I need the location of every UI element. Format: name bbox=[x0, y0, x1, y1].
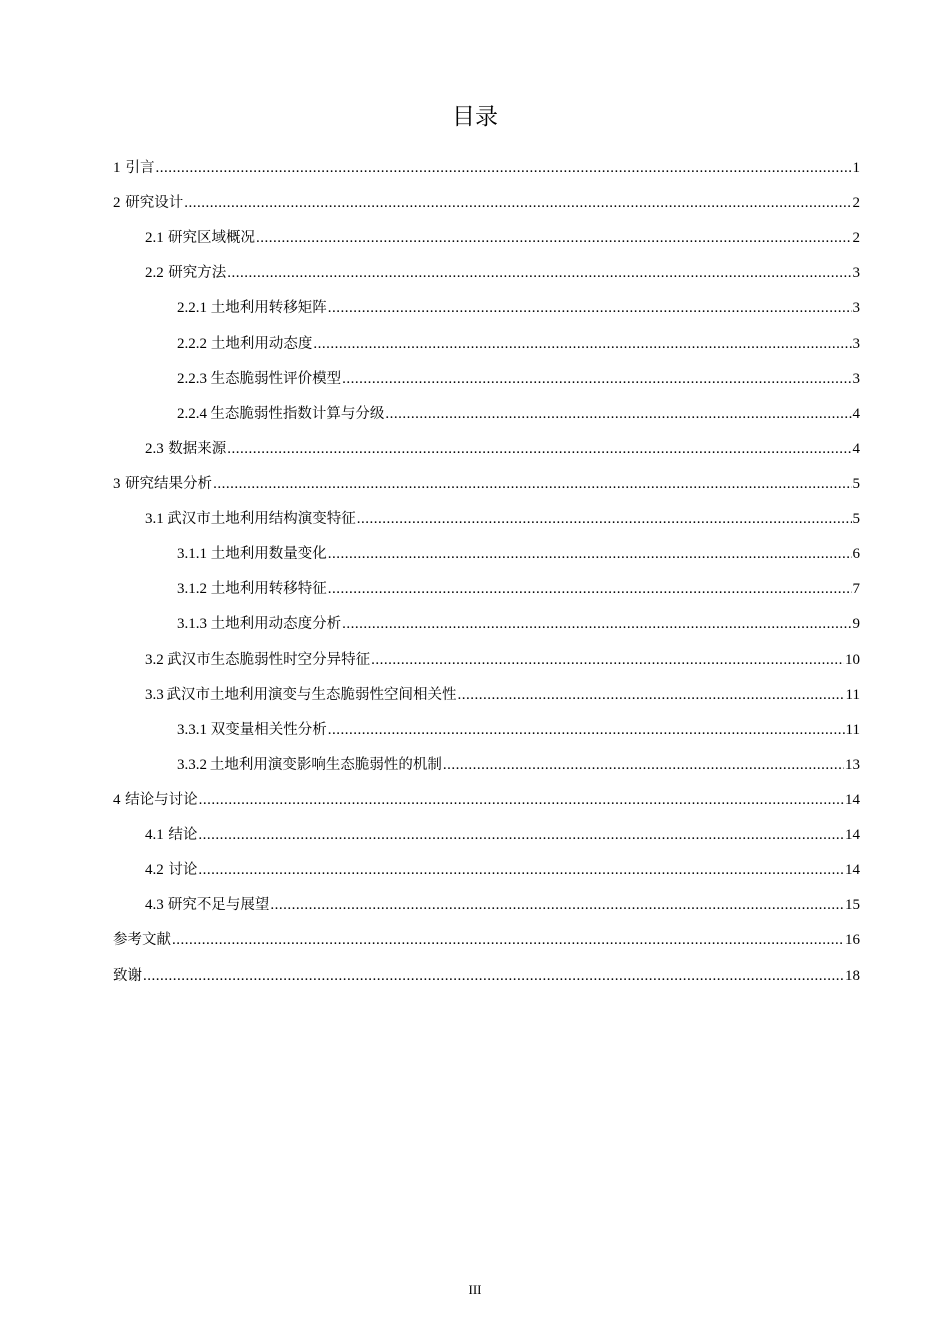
toc-entry-4[interactable] bbox=[113, 789, 860, 811]
toc-page-number: 14 bbox=[845, 827, 860, 844]
toc-row bbox=[0, 331, 950, 366]
toc-dot-leader bbox=[371, 649, 844, 671]
toc-row bbox=[0, 892, 950, 927]
toc-row bbox=[0, 366, 950, 401]
toc-entry-number: 3.1 bbox=[145, 511, 164, 528]
toc-page-number: 2 bbox=[852, 230, 860, 247]
toc-entry-number: 2.2.4 bbox=[177, 405, 207, 422]
toc-row bbox=[0, 927, 950, 962]
toc-entry-label: 研究区域概况 bbox=[168, 230, 256, 247]
toc-entry-label: 武汉市生态脆弱性时空分异特征 bbox=[167, 651, 371, 668]
toc-row bbox=[0, 682, 950, 717]
toc-page-number: 2 bbox=[852, 195, 860, 212]
toc-entry-2-1[interactable] bbox=[145, 227, 860, 249]
toc-row bbox=[0, 822, 950, 857]
toc-page-number: 3 bbox=[852, 335, 860, 352]
toc-row bbox=[0, 963, 950, 998]
toc-dot-leader bbox=[172, 929, 844, 951]
toc-dot-leader bbox=[328, 543, 852, 565]
toc-entry-number: 3.3.1 bbox=[177, 721, 207, 738]
toc-entry-label: 武汉市土地利用演变与生态脆弱性空间相关性 bbox=[166, 686, 457, 703]
toc-dot-leader bbox=[155, 157, 851, 179]
toc-entry-label: 研究方法 bbox=[168, 265, 227, 282]
toc-entry-label: 双变量相关性分析 bbox=[210, 721, 327, 738]
toc-entry-number: 1 bbox=[113, 160, 121, 176]
toc-page-number: 5 bbox=[852, 511, 860, 528]
toc-entry-3-3[interactable] bbox=[145, 684, 860, 706]
toc-row bbox=[0, 471, 950, 506]
toc-row bbox=[0, 436, 950, 471]
toc-dot-leader bbox=[213, 473, 851, 495]
toc-entry-label: 研究结果分析 bbox=[125, 475, 213, 492]
toc-page-number: 3 bbox=[852, 300, 860, 317]
toc-row bbox=[0, 155, 950, 190]
toc-dot-leader bbox=[143, 965, 844, 987]
toc-entry-3-1-2[interactable] bbox=[177, 578, 860, 600]
toc-entry-label: 讨论 bbox=[168, 862, 198, 879]
toc-dot-leader bbox=[184, 192, 851, 214]
toc-entry-3-3-1[interactable] bbox=[177, 719, 860, 741]
toc-entry-number: 4.3 bbox=[145, 897, 164, 914]
toc-entry-number: 2.1 bbox=[145, 230, 164, 247]
toc-entry-3-3-2[interactable] bbox=[177, 754, 860, 776]
toc-entry-number: 2.2.3 bbox=[177, 370, 207, 387]
toc-entry-label: 研究不足与展望 bbox=[167, 897, 270, 914]
toc-entry-2-2-3[interactable] bbox=[177, 368, 860, 390]
toc-entry-label: 结论与讨论 bbox=[125, 791, 198, 808]
toc-entry-number: 2.2 bbox=[145, 265, 164, 282]
toc-dot-leader bbox=[198, 859, 844, 881]
toc-entry-2-2-4[interactable] bbox=[177, 403, 860, 425]
toc-dot-leader bbox=[199, 789, 844, 811]
toc-page-number: 18 bbox=[845, 967, 860, 984]
toc-entry-4-1[interactable] bbox=[145, 824, 860, 846]
toc-page-number: 4 bbox=[852, 405, 860, 422]
toc-entry-2-3[interactable] bbox=[145, 438, 860, 460]
toc-dot-leader bbox=[270, 894, 844, 916]
toc-row bbox=[0, 857, 950, 892]
toc-row bbox=[0, 717, 950, 752]
toc-entry-number: 2.3 bbox=[145, 440, 164, 457]
toc-entry-label: 引言 bbox=[125, 160, 155, 176]
toc-entry-2-2-1[interactable] bbox=[177, 297, 860, 319]
toc-entry-number: 4.1 bbox=[145, 827, 164, 844]
toc-entry-2[interactable] bbox=[113, 192, 860, 214]
toc-dot-leader bbox=[357, 508, 852, 530]
toc-entry-number: 3.1.1 bbox=[177, 546, 207, 563]
toc-entry-1[interactable] bbox=[113, 157, 860, 179]
toc-entry-label: 参考文献 bbox=[113, 932, 171, 949]
toc-dot-leader bbox=[385, 403, 851, 425]
toc-row bbox=[0, 401, 950, 436]
toc-page-number: 5 bbox=[852, 475, 860, 492]
toc-dot-leader bbox=[227, 262, 851, 284]
toc-page-number: 3 bbox=[852, 265, 860, 282]
toc-entry-number: 3.1.2 bbox=[177, 581, 207, 598]
table-of-contents bbox=[0, 155, 950, 998]
toc-entry-label: 结论 bbox=[168, 827, 198, 844]
toc-page-number: 11 bbox=[845, 686, 860, 703]
toc-entry-4-2[interactable] bbox=[145, 859, 860, 881]
toc-entry-references[interactable] bbox=[113, 929, 860, 951]
toc-page-number: 3 bbox=[852, 370, 860, 387]
toc-entry-label: 生态脆弱性指数计算与分级 bbox=[210, 405, 385, 422]
toc-row bbox=[0, 225, 950, 260]
toc-dot-leader bbox=[342, 613, 851, 635]
toc-dot-leader bbox=[227, 438, 851, 460]
toc-dot-leader bbox=[313, 333, 851, 355]
toc-entry-label: 土地利用演变影响生态脆弱性的机制 bbox=[209, 756, 442, 773]
toc-entry-number: 4 bbox=[113, 791, 121, 808]
toc-entry-2-2[interactable] bbox=[145, 262, 860, 284]
toc-entry-label: 土地利用转移特征 bbox=[210, 581, 327, 598]
toc-page-number: 15 bbox=[845, 897, 860, 914]
toc-row bbox=[0, 295, 950, 330]
toc-row bbox=[0, 647, 950, 682]
page-title: 目录 bbox=[452, 104, 498, 130]
toc-row bbox=[0, 752, 950, 787]
toc-dot-leader bbox=[443, 754, 844, 776]
toc-row bbox=[0, 576, 950, 611]
toc-entry-acknowledgements[interactable] bbox=[113, 965, 860, 987]
toc-entry-label: 武汉市土地利用结构演变特征 bbox=[167, 511, 356, 528]
toc-entry-number: 3.1.3 bbox=[177, 616, 207, 633]
toc-entry-4-3[interactable] bbox=[145, 894, 860, 916]
toc-row bbox=[0, 190, 950, 225]
toc-page-number: 13 bbox=[845, 756, 860, 773]
toc-page-number: 14 bbox=[845, 862, 860, 879]
toc-entry-number: 3 bbox=[113, 475, 121, 492]
toc-row bbox=[0, 611, 950, 646]
toc-entry-label: 土地利用动态度 bbox=[210, 335, 313, 352]
toc-row bbox=[0, 260, 950, 295]
toc-page-number: 10 bbox=[845, 651, 860, 668]
toc-page-number: 9 bbox=[852, 616, 860, 633]
toc-dot-leader bbox=[328, 297, 852, 319]
toc-entry-label: 数据来源 bbox=[168, 440, 227, 457]
toc-entry-number: 2 bbox=[113, 195, 121, 212]
toc-entry-number: 2.2.1 bbox=[177, 300, 207, 317]
toc-entry-3-1-1[interactable] bbox=[177, 543, 860, 565]
toc-row bbox=[0, 541, 950, 576]
toc-entry-label: 研究设计 bbox=[125, 195, 184, 212]
toc-entry-number: 3.2 bbox=[145, 651, 164, 668]
toc-entry-label: 土地利用数量变化 bbox=[210, 546, 327, 563]
toc-entry-3-1-3[interactable] bbox=[177, 613, 860, 635]
toc-dot-leader bbox=[328, 719, 845, 741]
toc-page-number: 1 bbox=[852, 160, 860, 176]
toc-dot-leader bbox=[256, 227, 851, 249]
toc-entry-label: 土地利用动态度分析 bbox=[210, 616, 342, 633]
toc-entry-number: 4.2 bbox=[145, 862, 164, 879]
toc-page-number: 14 bbox=[845, 791, 860, 808]
toc-page-number: 7 bbox=[852, 581, 860, 598]
toc-entry-label: 生态脆弱性评价模型 bbox=[210, 370, 342, 387]
toc-entry-label: 致谢 bbox=[113, 967, 142, 984]
toc-entry-number: 3.3.2 bbox=[177, 756, 207, 773]
toc-entry-3[interactable] bbox=[113, 473, 860, 495]
footer-page-number: III bbox=[468, 1282, 482, 1297]
toc-entry-2-2-2[interactable] bbox=[177, 333, 860, 355]
toc-dot-leader bbox=[198, 824, 844, 846]
toc-entry-number: 2.2.2 bbox=[177, 335, 207, 352]
toc-entry-label: 土地利用转移矩阵 bbox=[210, 300, 327, 317]
toc-row bbox=[0, 787, 950, 822]
toc-entry-number: 3.3 bbox=[145, 686, 164, 703]
toc-page-number: 6 bbox=[852, 546, 860, 563]
toc-row bbox=[0, 506, 950, 541]
toc-dot-leader bbox=[328, 578, 852, 600]
toc-page-number: 4 bbox=[852, 440, 860, 457]
toc-page-number: 16 bbox=[845, 932, 860, 949]
toc-dot-leader bbox=[342, 368, 851, 390]
toc-entry-3-1[interactable] bbox=[145, 508, 860, 530]
toc-dot-leader bbox=[458, 684, 845, 706]
toc-entry-3-2[interactable] bbox=[145, 649, 860, 671]
toc-page-number: 11 bbox=[845, 721, 860, 738]
